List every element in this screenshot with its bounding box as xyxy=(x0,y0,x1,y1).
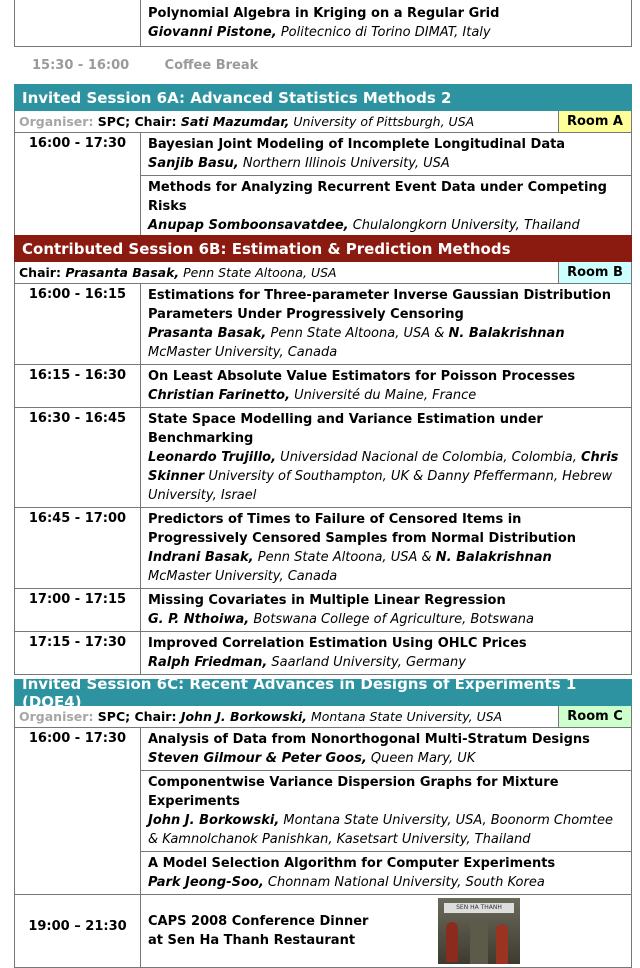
talk-authors: Steven Gilmour & Peter Goos, Queen Mary, UK xyxy=(148,751,476,766)
talk-item xyxy=(141,133,631,175)
time-cell: 16:15 - 16:30 xyxy=(15,365,141,407)
time-cell: 16:00 - 16:15 xyxy=(15,284,141,364)
restaurant-photo xyxy=(438,898,520,964)
talk-item xyxy=(141,770,631,851)
coffee-break xyxy=(32,58,258,73)
talk-title: Estimations for Three-parameter Inverse Gaussian Distribution Parameters Under Progressively Censoring xyxy=(148,288,611,322)
talk-item xyxy=(141,508,631,588)
talk-title: Componentwise Variance Dispersion Graphs for Mixture Experiments xyxy=(148,775,559,809)
talk-authors: Anupap Somboonsavatdee, Chulalongkorn University, Thailand xyxy=(148,218,580,233)
time-cell: 16:00 - 17:30 xyxy=(15,133,141,237)
talk-title: A Model Selection Algorithm for Computer Experiments xyxy=(148,856,556,871)
talk-authors: Indrani Basak, Penn State Altoona, USA & N. Balakrishnan McMaster University, Canada xyxy=(148,550,552,584)
session-chair-row: Chair: Prasanta Basak, Penn State Altoona, USA Room B xyxy=(14,262,632,284)
talk-title: Predictors of Times to Failure of Censored Items in Progressively Censored Samples from Normal Distribution xyxy=(148,512,577,546)
schedule-row xyxy=(15,284,631,364)
time-cell: 16:00 - 17:30 xyxy=(15,728,141,894)
session-header: Contributed Session 6B: Estimation & Prediction Methods xyxy=(14,235,632,262)
time-cell: 17:00 - 17:15 xyxy=(15,589,141,631)
session-header: Invited Session 6A: Advanced Statistics Methods 2 xyxy=(14,84,632,111)
talk-title: Missing Covariates in Multiple Linear Regression xyxy=(148,593,506,608)
talk-item xyxy=(141,408,631,507)
schedule-row xyxy=(15,364,631,407)
talk-authors: Sanjib Basu, Northern Illinois University, USA xyxy=(148,156,450,171)
talk-authors: John J. Borkowski, Montana State University, USA, Boonorm Chomtee & Kamnolchanok Panishkan, Kasetsart University, Thailand xyxy=(148,813,613,847)
room-badge: Room A xyxy=(558,111,631,132)
talk-title: On Least Absolute Value Estimators for Poisson Processes xyxy=(148,369,576,384)
talk-item xyxy=(141,851,631,894)
talk-title: Analysis of Data from Nonorthogonal Multi-Stratum Designs xyxy=(148,732,590,747)
dinner-line-1: CAPS 2008 Conference Dinner xyxy=(148,914,369,929)
time-cell: 19:00 – 21:30 xyxy=(15,895,141,967)
talk-title: Improved Correlation Estimation Using OHLC Prices xyxy=(148,636,527,651)
talk-item xyxy=(141,632,631,674)
session-6b xyxy=(14,235,632,675)
time-cell: 17:15 - 17:30 xyxy=(15,632,141,674)
session-6a xyxy=(14,84,632,238)
time-cell: 16:45 - 17:00 xyxy=(15,508,141,588)
talk-authors: G. P. Nthoiwa, Botswana College of Agriculture, Botswana xyxy=(148,612,534,627)
talk-title: State Space Modelling and Variance Estimation under Benchmarking xyxy=(148,412,543,446)
schedule-row xyxy=(15,631,631,674)
talk-title: Polynomial Algebra in Kriging on a Regular Grid xyxy=(148,6,500,21)
dinner-line-2: at Sen Ha Thanh Restaurant xyxy=(148,933,356,948)
talk-authors: Prasanta Basak, Penn State Altoona, USA & N. Balakrishnan McMaster University, Canada xyxy=(148,326,565,360)
talk-item xyxy=(141,175,631,237)
talk-authors: Park Jeong-Soo, Chonnam National University, South Korea xyxy=(148,875,545,890)
talk-authors: Giovanni Pistone, Politecnico di Torino DIMAT, Italy xyxy=(148,25,491,40)
talk-item xyxy=(141,728,631,770)
talk-title: Methods for Analyzing Recurrent Event Data under Competing Risks xyxy=(148,180,607,214)
room-badge: Room C xyxy=(558,706,631,727)
talk-authors: Leonardo Trujillo, Universidad Nacional de Colombia, Colombia, Chris Skinner University of Southampton, UK & Danny Pfeffermann, Hebrew University, Israel xyxy=(148,450,619,503)
restaurant-sign: SEN HA THANH xyxy=(444,903,514,913)
session-table xyxy=(14,133,632,238)
schedule-row xyxy=(15,507,631,588)
talk-title: Bayesian Joint Modeling of Incomplete Longitudinal Data xyxy=(148,137,566,152)
time-cell: 16:30 - 16:45 xyxy=(15,408,141,507)
session-6c xyxy=(14,674,632,968)
talk-item xyxy=(141,0,631,44)
session-organiser-row: Organiser: SPC; Chair: John J. Borkowski, Montana State University, USA Room C xyxy=(14,706,632,728)
session-table xyxy=(14,728,632,968)
empty-time-cell xyxy=(15,0,141,46)
schedule-row xyxy=(15,407,631,507)
talk-item xyxy=(141,365,631,407)
top-talk-block xyxy=(14,0,632,47)
talk-authors: Christian Farinetto, Université du Maine, France xyxy=(148,388,477,403)
dinner-row xyxy=(15,894,631,967)
coffee-label: Coffee Break xyxy=(164,58,259,73)
session-organiser-row: Organiser: SPC; Chair: Sati Mazumdar, University of Pittsburgh, USA Room A xyxy=(14,111,632,133)
talk-item xyxy=(141,284,631,364)
session-table xyxy=(14,284,632,675)
coffee-time: 15:30 - 16:00 xyxy=(32,58,130,73)
schedule-row xyxy=(15,588,631,631)
talk-authors: Ralph Friedman, Saarland University, Germany xyxy=(148,655,466,670)
room-badge: Room B xyxy=(558,262,631,283)
talk-item xyxy=(141,589,631,631)
session-header: Invited Session 6C: Recent Advances in Designs of Experiments 1 (DOE4) xyxy=(14,679,632,706)
